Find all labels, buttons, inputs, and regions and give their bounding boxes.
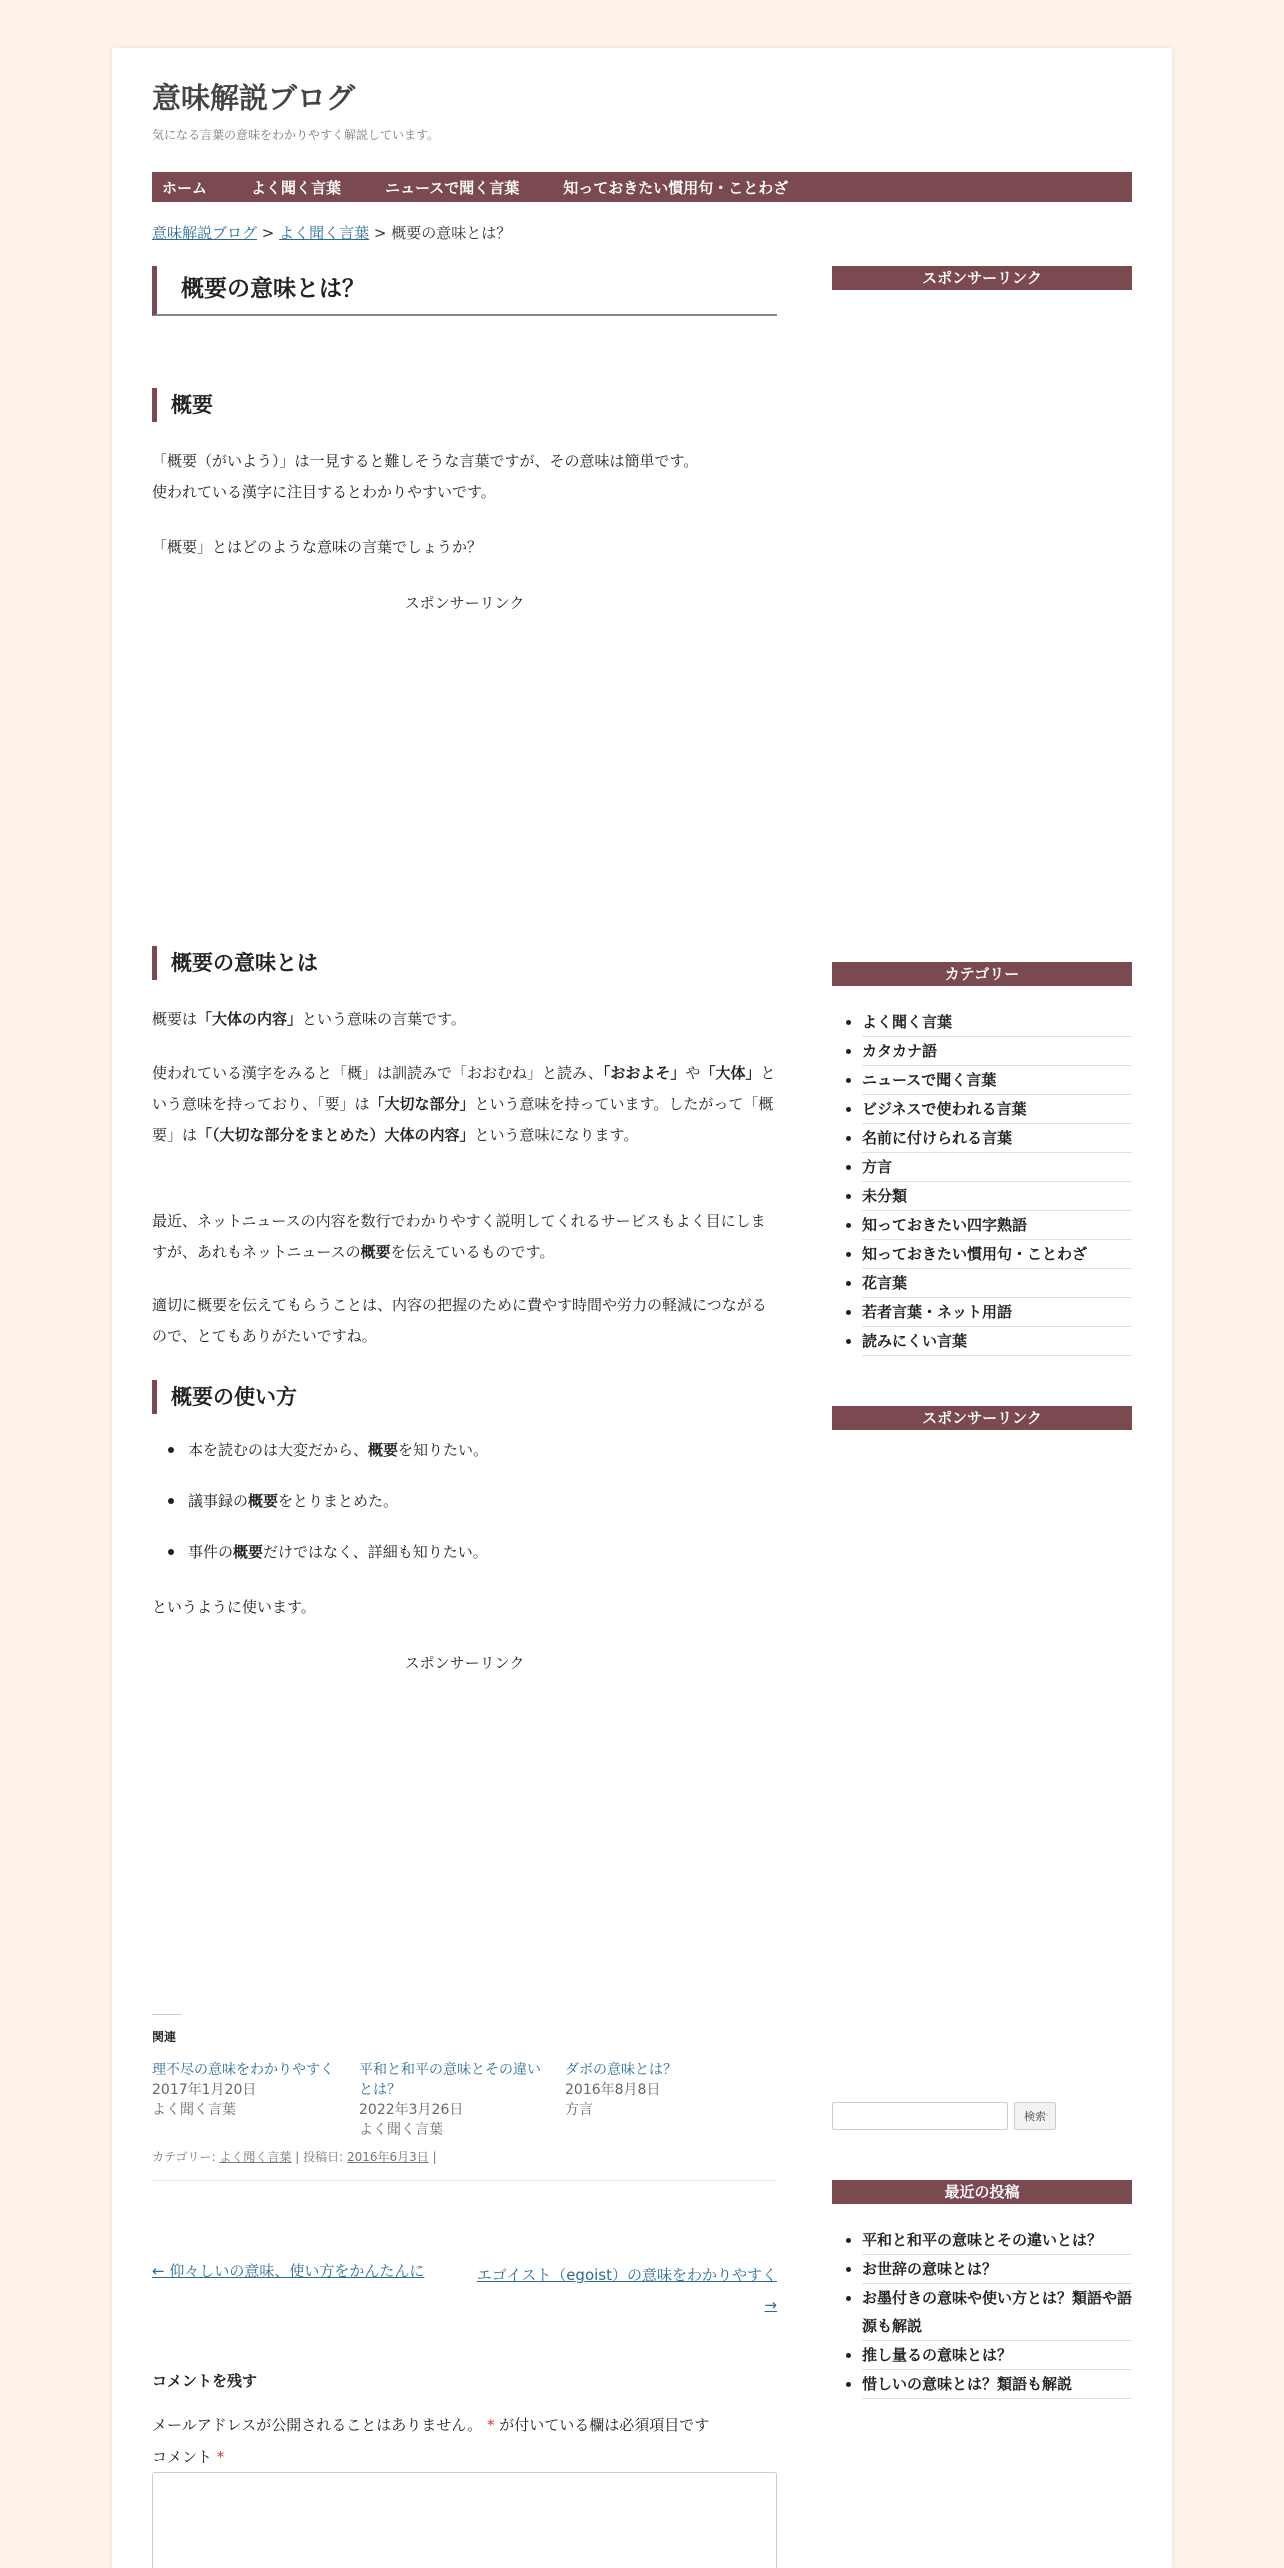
previous-post-link[interactable]: ← 仰々しいの意味、使い方をかんたんに — [152, 2262, 425, 2280]
nav-common-words[interactable]: よく聞く言葉 — [251, 178, 342, 197]
emphasis: 概要 — [233, 1543, 264, 1561]
related-item-link[interactable]: ダボの意味とは？ — [565, 2062, 677, 2078]
related-heading: 関連 — [152, 2030, 177, 2044]
text: | — [428, 2150, 437, 2164]
main-nav — [152, 172, 1132, 202]
emphasis: 概要 — [248, 1492, 279, 1510]
text: や — [685, 1064, 701, 1082]
page-container — [112, 48, 1172, 2568]
nav-news-words[interactable]: ニュースで聞く言葉 — [385, 178, 520, 197]
category-item[interactable]: カタカナ語 — [862, 1037, 1132, 1066]
related-item — [565, 2060, 755, 2120]
text: という意味になります。 — [474, 1126, 639, 1144]
divider — [152, 2180, 777, 2181]
breadcrumb-separator: > — [369, 224, 392, 242]
usage-ending: というように使います。 — [152, 1598, 316, 1616]
text: という意味を持っています。したがって「概要」は — [152, 1095, 774, 1144]
list-item — [188, 1540, 778, 1591]
sponsor-link-label: スポンサーリンク — [404, 1654, 525, 1672]
category-item[interactable]: 知っておきたい慣用句・ことわざ — [862, 1240, 1132, 1269]
emphasis: 概要 — [360, 1243, 391, 1261]
site-title[interactable]: 意味解説ブログ — [152, 81, 356, 115]
text: コメント — [152, 2448, 217, 2466]
comment-heading: コメントを残す — [152, 2372, 258, 2390]
list-item — [188, 1438, 778, 1489]
breadcrumb-current: 概要の意味とは？ — [391, 224, 512, 242]
recent-post-item[interactable]: 推し量るの意味とは？ — [862, 2341, 1132, 2370]
text: メールアドレスが公開されることはありません。 — [152, 2416, 483, 2434]
related-item-link[interactable]: 理不尽の意味をわかりやすく — [152, 2062, 334, 2078]
text: を知りたい。 — [398, 1441, 489, 1459]
breadcrumb-home-link[interactable]: 意味解説ブログ — [152, 224, 258, 242]
site-description: 気になる言葉の意味をわかりやすく解説しています。 — [152, 128, 440, 142]
search-input[interactable] — [832, 2102, 1008, 2130]
category-item[interactable]: よく聞く言葉 — [862, 1008, 1132, 1037]
text: だけではなく、詳細も知りたい。 — [263, 1543, 488, 1561]
intro-line-1: 「概要（がいよう）」は一見すると難しそうな言葉ですが、その意味は簡単です。 — [152, 452, 699, 470]
recent-post-item[interactable]: お世辞の意味とは？ — [862, 2255, 1132, 2284]
text: カテゴリー: — [152, 2150, 220, 2164]
question-paragraph: 「概要」とはどのような意味の言葉でしょうか？ — [152, 538, 483, 556]
breadcrumb — [152, 222, 511, 243]
emphasis: 「（大切な部分をまとめた）大体の内容」 — [197, 1126, 475, 1144]
emphasis: 「大体の内容」 — [197, 1010, 303, 1028]
heading-meaning: 概要の意味とは — [152, 946, 777, 980]
related-item-date: 2016年8月8日 — [565, 2082, 661, 2098]
text: | 投稿日: — [291, 2150, 347, 2164]
related-item — [152, 2060, 342, 2120]
meaning-paragraph-4: 適切に概要を伝えてもらうことは、内容の把握のために費やす時間や労力の軽減につながるので、とてもありがたいですね。 — [152, 1296, 767, 1345]
sponsor-widget-title: スポンサーリンク — [832, 1406, 1132, 1430]
related-item-date: 2017年1月20日 — [152, 2082, 257, 2098]
list-item — [188, 1489, 778, 1540]
sponsor-widget-title: スポンサーリンク — [832, 266, 1132, 290]
required-mark: * — [216, 2448, 225, 2466]
next-post-link[interactable]: エゴイスト（egoist）の意味をわかりやすく → — [476, 2266, 777, 2314]
divider — [152, 2014, 182, 2015]
comment-label — [152, 2446, 224, 2467]
nav-idioms[interactable]: 知っておきたい慣用句・ことわざ — [563, 178, 789, 197]
category-widget-title: カテゴリー — [832, 962, 1132, 986]
recent-post-item[interactable]: 平和と和平の意味とその違いとは？ — [862, 2226, 1132, 2255]
meaning-paragraph-3 — [152, 1206, 777, 1268]
intro-line-2: 使われている漢字に注目するとわかりやすいです。 — [152, 483, 496, 501]
emphasis: 「大切な部分」 — [369, 1095, 475, 1113]
category-item[interactable]: ニュースで聞く言葉 — [862, 1066, 1132, 1095]
heading-usage: 概要の使い方 — [152, 1380, 777, 1414]
text: をとりまとめた。 — [278, 1492, 399, 1510]
emphasis: 「おおよそ」 — [602, 1064, 686, 1082]
related-item-category: 方言 — [565, 2102, 593, 2118]
category-item[interactable]: 知っておきたい四字熟語 — [862, 1211, 1132, 1240]
emphasis: 「大体」 — [700, 1064, 761, 1082]
text: を伝えているものです。 — [390, 1243, 555, 1261]
post-meta — [152, 2148, 437, 2165]
meaning-paragraph-2 — [152, 1058, 777, 1151]
category-item[interactable]: ビジネスで使われる言葉 — [862, 1095, 1132, 1124]
recent-post-item[interactable]: お墨付きの意味や使い方とは？類語や語源も解説 — [862, 2284, 1132, 2341]
emphasis: 概要 — [368, 1441, 399, 1459]
related-item — [359, 2060, 549, 2140]
text: 最近、ネットニュースの内容を数行でわかりやすく説明してくれるサービスもよく目にしますが、あれもネットニュースの — [152, 1212, 766, 1261]
breadcrumb-category-link[interactable]: よく聞く言葉 — [279, 224, 370, 242]
related-item-date: 2022年3月26日 — [359, 2102, 464, 2118]
nav-home[interactable]: ホーム — [162, 178, 208, 197]
article-title: 概要の意味とは？ — [152, 266, 777, 316]
category-item[interactable]: 読みにくい言葉 — [862, 1327, 1132, 1356]
category-item[interactable]: 名前に付けられる言葉 — [862, 1124, 1132, 1153]
category-item[interactable]: 花言葉 — [862, 1269, 1132, 1298]
text: 議事録の — [188, 1492, 249, 1510]
related-item-category: よく聞く言葉 — [152, 2102, 236, 2118]
related-item-category: よく聞く言葉 — [359, 2122, 443, 2138]
meta-category-link[interactable]: よく聞く言葉 — [219, 2150, 292, 2164]
text: が付いている欄は必須項目です — [494, 2416, 710, 2434]
text: 本を読むのは大変だから、 — [188, 1441, 369, 1459]
related-item-link[interactable]: 平和と和平の意味とその違いとは？ — [359, 2062, 541, 2098]
text: 概要は — [152, 1010, 198, 1028]
meaning-paragraph-1 — [152, 1004, 777, 1035]
heading-summary: 概要 — [152, 388, 777, 422]
required-mark: * — [486, 2416, 495, 2434]
category-item[interactable]: 方言 — [862, 1153, 1132, 1182]
usage-examples-list — [188, 1438, 778, 1591]
category-list — [862, 1008, 1132, 1356]
recent-post-item[interactable]: 惜しいの意味とは？類語も解説 — [862, 2370, 1132, 2399]
search-button[interactable]: 検索 — [1014, 2102, 1056, 2130]
category-item[interactable]: 未分類 — [862, 1182, 1132, 1211]
meta-date-link[interactable]: 2016年6月3日 — [346, 2150, 429, 2164]
comment-textarea[interactable] — [152, 2472, 777, 2568]
intro-paragraph — [152, 446, 777, 508]
text: という意味の言葉です。 — [302, 1010, 466, 1028]
comment-notice — [152, 2414, 709, 2435]
recent-posts-list — [862, 2226, 1132, 2399]
text: 事件の — [188, 1543, 234, 1561]
category-item[interactable]: 若者言葉・ネット用語 — [862, 1298, 1132, 1327]
text: 使われている漢字をみると「概」は訓読みで「おおむね」と読み、 — [152, 1064, 603, 1082]
sponsor-link-label: スポンサーリンク — [404, 594, 525, 612]
text: という意味を持っており、「要」は — [152, 1064, 776, 1113]
recent-posts-widget-title: 最近の投稿 — [832, 2180, 1132, 2204]
breadcrumb-separator: > — [257, 224, 280, 242]
